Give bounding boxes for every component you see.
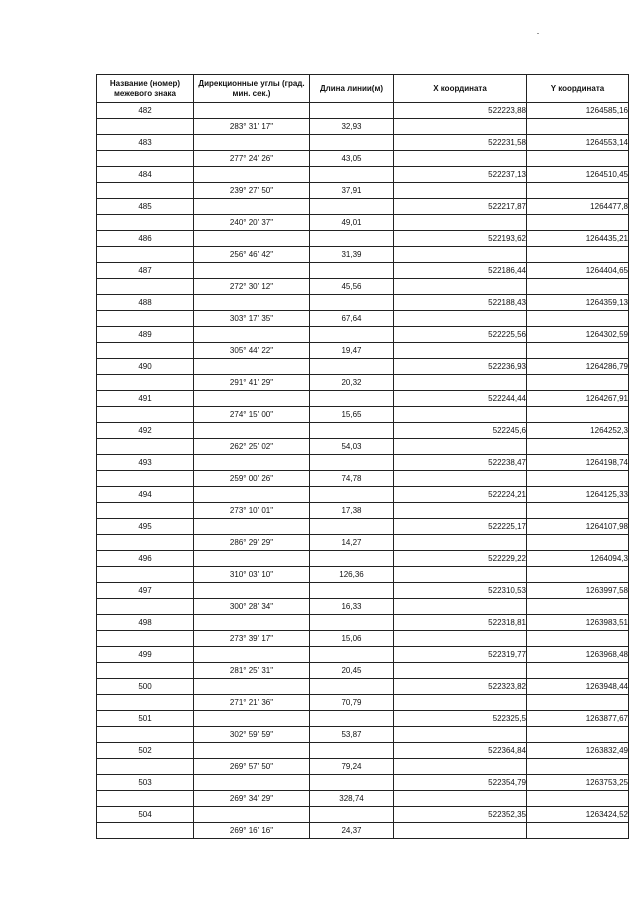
empty-cell	[97, 375, 194, 391]
x-coordinate-cell: 522225,56	[394, 327, 527, 343]
y-coordinate-cell: 1263832,49	[527, 743, 629, 759]
point-row	[97, 551, 629, 567]
y-coordinate-cell: 1263997,58	[527, 583, 629, 599]
line-length-cell: 19,47	[310, 343, 394, 359]
segment-row	[97, 439, 629, 455]
point-name-cell: 488	[97, 295, 194, 311]
empty-cell	[97, 215, 194, 231]
empty-cell	[97, 247, 194, 263]
empty-cell	[394, 439, 527, 455]
empty-cell	[97, 791, 194, 807]
direction-angle-cell: 291° 41' 29"	[194, 375, 310, 391]
point-row	[97, 679, 629, 695]
point-name-cell: 494	[97, 487, 194, 503]
line-length-cell: 14,27	[310, 535, 394, 551]
line-length-cell: 45,56	[310, 279, 394, 295]
direction-angle-cell: 286° 29' 29"	[194, 535, 310, 551]
line-length-cell: 32,93	[310, 119, 394, 135]
empty-cell	[97, 727, 194, 743]
y-coordinate-cell: 1264267,91	[527, 391, 629, 407]
empty-cell	[527, 439, 629, 455]
empty-cell	[394, 183, 527, 199]
segment-row	[97, 631, 629, 647]
empty-cell	[194, 615, 310, 631]
empty-cell	[527, 663, 629, 679]
empty-cell	[527, 471, 629, 487]
point-row	[97, 135, 629, 151]
empty-cell	[527, 343, 629, 359]
empty-cell	[394, 759, 527, 775]
point-name-cell: 489	[97, 327, 194, 343]
empty-cell	[527, 535, 629, 551]
empty-cell	[194, 775, 310, 791]
empty-cell	[394, 151, 527, 167]
point-row	[97, 199, 629, 215]
line-length-cell: 16,33	[310, 599, 394, 615]
direction-angle-cell: 269° 34' 29"	[194, 791, 310, 807]
segment-row	[97, 791, 629, 807]
x-coordinate-cell: 522193,62	[394, 231, 527, 247]
point-name-cell: 502	[97, 743, 194, 759]
header-point-name: Название (номер) межевого знака	[97, 75, 194, 103]
line-length-cell: 70,79	[310, 695, 394, 711]
empty-cell	[394, 631, 527, 647]
empty-cell	[310, 167, 394, 183]
x-coordinate-cell: 522352,35	[394, 807, 527, 823]
empty-cell	[527, 791, 629, 807]
x-coordinate-cell: 522323,82	[394, 679, 527, 695]
empty-cell	[194, 423, 310, 439]
segment-row	[97, 247, 629, 263]
y-coordinate-cell: 1263877,67	[527, 711, 629, 727]
point-name-cell: 501	[97, 711, 194, 727]
empty-cell	[394, 311, 527, 327]
empty-cell	[97, 823, 194, 839]
y-coordinate-cell: 1263424,52	[527, 807, 629, 823]
direction-angle-cell: 283° 31' 17"	[194, 119, 310, 135]
empty-cell	[194, 647, 310, 663]
point-name-cell: 493	[97, 455, 194, 471]
empty-cell	[527, 695, 629, 711]
empty-cell	[310, 135, 394, 151]
segment-row	[97, 183, 629, 199]
empty-cell	[394, 791, 527, 807]
segment-row	[97, 215, 629, 231]
line-length-cell: 54,03	[310, 439, 394, 455]
y-coordinate-cell: 1264125,33	[527, 487, 629, 503]
empty-cell	[97, 599, 194, 615]
empty-cell	[310, 807, 394, 823]
segment-row	[97, 535, 629, 551]
point-row	[97, 167, 629, 183]
empty-cell	[97, 439, 194, 455]
empty-cell	[394, 343, 527, 359]
point-name-cell: 492	[97, 423, 194, 439]
empty-cell	[527, 215, 629, 231]
segment-row	[97, 311, 629, 327]
direction-angle-cell: 300° 28' 34"	[194, 599, 310, 615]
direction-angle-cell: 256° 46' 42"	[194, 247, 310, 263]
y-coordinate-cell: 1264286,79	[527, 359, 629, 375]
point-row	[97, 583, 629, 599]
direction-angle-cell: 310° 03' 10"	[194, 567, 310, 583]
segment-row	[97, 471, 629, 487]
y-coordinate-cell: 1264404,65	[527, 263, 629, 279]
empty-cell	[194, 167, 310, 183]
segment-row	[97, 727, 629, 743]
empty-cell	[394, 695, 527, 711]
direction-angle-cell: 277° 24' 26"	[194, 151, 310, 167]
empty-cell	[310, 103, 394, 119]
empty-cell	[527, 631, 629, 647]
x-coordinate-cell: 522223,88	[394, 103, 527, 119]
empty-cell	[194, 295, 310, 311]
empty-cell	[194, 487, 310, 503]
empty-cell	[394, 823, 527, 839]
x-coordinate-cell: 522238,47	[394, 455, 527, 471]
empty-cell	[527, 151, 629, 167]
empty-cell	[310, 391, 394, 407]
empty-cell	[97, 471, 194, 487]
segment-row	[97, 599, 629, 615]
empty-cell	[394, 247, 527, 263]
empty-cell	[97, 631, 194, 647]
x-coordinate-cell: 522325,5	[394, 711, 527, 727]
point-name-cell: 483	[97, 135, 194, 151]
line-length-cell: 53,87	[310, 727, 394, 743]
empty-cell	[97, 695, 194, 711]
empty-cell	[97, 151, 194, 167]
empty-cell	[310, 295, 394, 311]
empty-cell	[394, 535, 527, 551]
empty-cell	[310, 679, 394, 695]
empty-cell	[97, 503, 194, 519]
x-coordinate-cell: 522318,81	[394, 615, 527, 631]
empty-cell	[394, 279, 527, 295]
empty-cell	[310, 647, 394, 663]
line-length-cell: 37,91	[310, 183, 394, 199]
scan-speck	[537, 33, 539, 34]
empty-cell	[394, 599, 527, 615]
direction-angle-cell: 240° 20' 37"	[194, 215, 310, 231]
empty-cell	[310, 455, 394, 471]
line-length-cell: 15,65	[310, 407, 394, 423]
empty-cell	[97, 343, 194, 359]
empty-cell	[97, 183, 194, 199]
point-row	[97, 615, 629, 631]
empty-cell	[310, 231, 394, 247]
point-name-cell: 482	[97, 103, 194, 119]
y-coordinate-cell: 1264477,8	[527, 199, 629, 215]
point-name-cell: 486	[97, 231, 194, 247]
direction-angle-cell: 273° 10' 01"	[194, 503, 310, 519]
empty-cell	[527, 759, 629, 775]
point-name-cell: 497	[97, 583, 194, 599]
x-coordinate-cell: 522319,77	[394, 647, 527, 663]
empty-cell	[194, 135, 310, 151]
segment-row	[97, 279, 629, 295]
empty-cell	[527, 375, 629, 391]
empty-cell	[310, 743, 394, 759]
direction-angle-cell: 281° 25' 31"	[194, 663, 310, 679]
direction-angle-cell: 259° 00' 26"	[194, 471, 310, 487]
empty-cell	[194, 551, 310, 567]
empty-cell	[194, 263, 310, 279]
empty-cell	[310, 519, 394, 535]
empty-cell	[527, 279, 629, 295]
y-coordinate-cell: 1263753,25	[527, 775, 629, 791]
x-coordinate-cell: 522231,58	[394, 135, 527, 151]
empty-cell	[394, 119, 527, 135]
empty-cell	[310, 327, 394, 343]
y-coordinate-cell: 1264359,13	[527, 295, 629, 311]
empty-cell	[527, 823, 629, 839]
direction-angle-cell: 274° 15' 00"	[194, 407, 310, 423]
direction-angle-cell: 239° 27' 50"	[194, 183, 310, 199]
direction-angle-cell: 262° 25' 02"	[194, 439, 310, 455]
empty-cell	[394, 567, 527, 583]
header-y-coordinate: Y координата	[527, 75, 629, 103]
direction-angle-cell: 303° 17' 35"	[194, 311, 310, 327]
empty-cell	[394, 503, 527, 519]
point-name-cell: 487	[97, 263, 194, 279]
y-coordinate-cell: 1264302,59	[527, 327, 629, 343]
header-x-coordinate: X координата	[394, 75, 527, 103]
line-length-cell: 15,06	[310, 631, 394, 647]
empty-cell	[394, 727, 527, 743]
line-length-cell: 126,36	[310, 567, 394, 583]
empty-cell	[97, 119, 194, 135]
y-coordinate-cell: 1264107,98	[527, 519, 629, 535]
segment-row	[97, 695, 629, 711]
y-coordinate-cell: 1263948,44	[527, 679, 629, 695]
segment-row	[97, 663, 629, 679]
point-row	[97, 423, 629, 439]
point-name-cell: 504	[97, 807, 194, 823]
line-length-cell: 24,37	[310, 823, 394, 839]
line-length-cell: 328,74	[310, 791, 394, 807]
x-coordinate-cell: 522186,44	[394, 263, 527, 279]
y-coordinate-cell: 1264585,16	[527, 103, 629, 119]
header-row	[97, 75, 629, 103]
empty-cell	[527, 311, 629, 327]
empty-cell	[310, 551, 394, 567]
point-row	[97, 711, 629, 727]
empty-cell	[194, 583, 310, 599]
segment-row	[97, 375, 629, 391]
empty-cell	[97, 279, 194, 295]
point-row	[97, 519, 629, 535]
direction-angle-cell: 271° 21' 36"	[194, 695, 310, 711]
x-coordinate-cell: 522310,53	[394, 583, 527, 599]
segment-row	[97, 503, 629, 519]
empty-cell	[194, 743, 310, 759]
point-row	[97, 295, 629, 311]
empty-cell	[194, 327, 310, 343]
empty-cell	[194, 679, 310, 695]
line-length-cell: 43,05	[310, 151, 394, 167]
empty-cell	[527, 727, 629, 743]
empty-cell	[527, 183, 629, 199]
segment-row	[97, 343, 629, 359]
y-coordinate-cell: 1264510,45	[527, 167, 629, 183]
point-row	[97, 807, 629, 823]
line-length-cell: 49,01	[310, 215, 394, 231]
empty-cell	[527, 503, 629, 519]
empty-cell	[194, 199, 310, 215]
x-coordinate-cell: 522244,44	[394, 391, 527, 407]
point-name-cell: 503	[97, 775, 194, 791]
empty-cell	[97, 311, 194, 327]
empty-cell	[527, 567, 629, 583]
point-row	[97, 103, 629, 119]
point-name-cell: 498	[97, 615, 194, 631]
y-coordinate-cell: 1263968,48	[527, 647, 629, 663]
empty-cell	[97, 407, 194, 423]
point-name-cell: 484	[97, 167, 194, 183]
empty-cell	[310, 487, 394, 503]
x-coordinate-cell: 522237,13	[394, 167, 527, 183]
empty-cell	[97, 663, 194, 679]
point-row	[97, 263, 629, 279]
y-coordinate-cell: 1263983,51	[527, 615, 629, 631]
empty-cell	[194, 519, 310, 535]
direction-angle-cell: 269° 16' 16"	[194, 823, 310, 839]
empty-cell	[310, 583, 394, 599]
empty-cell	[194, 231, 310, 247]
point-row	[97, 455, 629, 471]
empty-cell	[97, 759, 194, 775]
empty-cell	[194, 711, 310, 727]
line-length-cell: 31,39	[310, 247, 394, 263]
direction-angle-cell: 269° 57' 50"	[194, 759, 310, 775]
line-length-cell: 20,45	[310, 663, 394, 679]
empty-cell	[394, 215, 527, 231]
empty-cell	[97, 567, 194, 583]
empty-cell	[310, 199, 394, 215]
coordinates-table	[96, 74, 629, 839]
segment-row	[97, 151, 629, 167]
empty-cell	[394, 375, 527, 391]
point-row	[97, 391, 629, 407]
point-row	[97, 647, 629, 663]
y-coordinate-cell: 1264553,14	[527, 135, 629, 151]
empty-cell	[310, 711, 394, 727]
segment-row	[97, 823, 629, 839]
point-name-cell: 490	[97, 359, 194, 375]
direction-angle-cell: 273° 39' 17"	[194, 631, 310, 647]
empty-cell	[310, 359, 394, 375]
segment-row	[97, 407, 629, 423]
x-coordinate-cell: 522245,6	[394, 423, 527, 439]
direction-angle-cell: 305° 44' 22"	[194, 343, 310, 359]
empty-cell	[310, 775, 394, 791]
line-length-cell: 20,32	[310, 375, 394, 391]
point-row	[97, 231, 629, 247]
line-length-cell: 17,38	[310, 503, 394, 519]
empty-cell	[527, 247, 629, 263]
segment-row	[97, 759, 629, 775]
empty-cell	[394, 663, 527, 679]
table-body	[97, 103, 629, 839]
segment-row	[97, 567, 629, 583]
point-name-cell: 485	[97, 199, 194, 215]
empty-cell	[527, 407, 629, 423]
direction-angle-cell: 272° 30' 12"	[194, 279, 310, 295]
point-row	[97, 327, 629, 343]
empty-cell	[194, 359, 310, 375]
y-coordinate-cell: 1264435,21	[527, 231, 629, 247]
header-line-length: Длина линии(м)	[310, 75, 394, 103]
point-row	[97, 487, 629, 503]
point-row	[97, 359, 629, 375]
empty-cell	[310, 423, 394, 439]
empty-cell	[194, 391, 310, 407]
point-name-cell: 500	[97, 679, 194, 695]
line-length-cell: 74,78	[310, 471, 394, 487]
point-name-cell: 495	[97, 519, 194, 535]
point-name-cell: 496	[97, 551, 194, 567]
empty-cell	[310, 263, 394, 279]
empty-cell	[194, 455, 310, 471]
point-name-cell: 491	[97, 391, 194, 407]
line-length-cell: 79,24	[310, 759, 394, 775]
x-coordinate-cell: 522188,43	[394, 295, 527, 311]
x-coordinate-cell: 522229,22	[394, 551, 527, 567]
empty-cell	[394, 407, 527, 423]
empty-cell	[310, 615, 394, 631]
empty-cell	[97, 535, 194, 551]
point-row	[97, 775, 629, 791]
x-coordinate-cell: 522217,87	[394, 199, 527, 215]
x-coordinate-cell: 522224,21	[394, 487, 527, 503]
point-row	[97, 743, 629, 759]
point-name-cell: 499	[97, 647, 194, 663]
segment-row	[97, 119, 629, 135]
y-coordinate-cell: 1264252,3	[527, 423, 629, 439]
y-coordinate-cell: 1264094,3	[527, 551, 629, 567]
y-coordinate-cell: 1264198,74	[527, 455, 629, 471]
empty-cell	[194, 103, 310, 119]
header-direction-angle: Дирекционные углы (град. мин. сек.)	[194, 75, 310, 103]
x-coordinate-cell: 522364,84	[394, 743, 527, 759]
empty-cell	[394, 471, 527, 487]
empty-cell	[194, 807, 310, 823]
empty-cell	[527, 599, 629, 615]
empty-cell	[527, 119, 629, 135]
x-coordinate-cell: 522236,93	[394, 359, 527, 375]
direction-angle-cell: 302° 59' 59"	[194, 727, 310, 743]
x-coordinate-cell: 522354,79	[394, 775, 527, 791]
line-length-cell: 67,64	[310, 311, 394, 327]
x-coordinate-cell: 522225,17	[394, 519, 527, 535]
